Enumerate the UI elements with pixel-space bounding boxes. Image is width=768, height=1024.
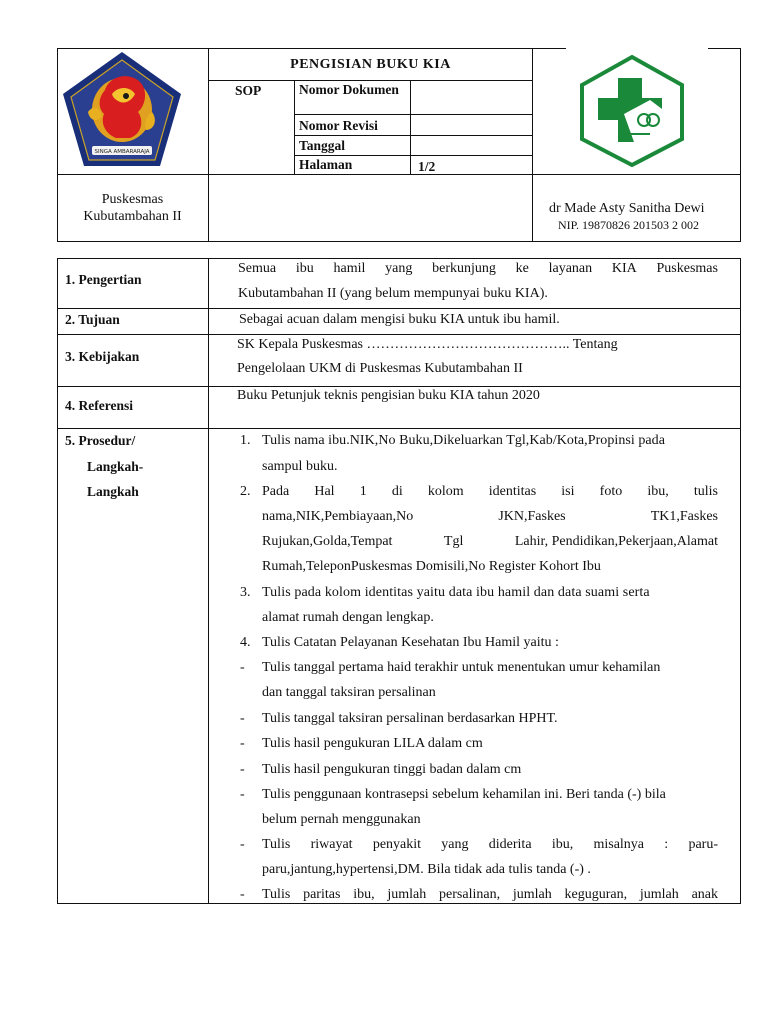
- item-4-marker: 4.: [240, 635, 251, 650]
- dash-item-5-line2: belum pernah menggunakan: [262, 812, 421, 827]
- nomor-dokumen-label: Nomor Dokumen: [299, 82, 399, 97]
- item-3-marker: 3.: [240, 585, 251, 600]
- kebijakan-line1: SK Kepala Puskesmas …………………………………….. Tentang: [237, 337, 618, 352]
- halaman-value: 1/2: [418, 159, 436, 174]
- kebijakan-line2: Pengelolaan UKM di Puskesmas Kubutambahan II: [237, 361, 523, 376]
- item-2-marker: 2.: [240, 484, 251, 499]
- item-2-line1: Pada Hal 1 di kolom identitas isi foto ibu, tulis: [262, 484, 718, 499]
- item-3-line2: alamat rumah dengan lengkap.: [262, 610, 434, 625]
- referensi-text: Buku Petunjuk teknis pengisian buku KIA tahun 2020: [237, 388, 540, 403]
- signer-name: dr Made Asty Sanitha Dewi: [549, 201, 705, 216]
- prosedur-label-line2: Langkah-: [87, 459, 144, 474]
- dash-item-3: Tulis hasil pengukuran LILA dalam cm: [262, 736, 483, 751]
- dash-marker: -: [240, 711, 245, 726]
- referensi-label: 4. Referensi: [65, 398, 133, 413]
- kebijakan-label: 3. Kebijakan: [65, 349, 140, 364]
- dash-item-6-line2: paru,jantung,hypertensi,DM. Bila tidak ada tulis tanda (-) .: [262, 862, 591, 877]
- nomor-revisi-label: Nomor Revisi: [299, 118, 378, 133]
- item-2-line3: Rujukan,Golda,Tempat Tgl Lahir, Pendidikan,Pekerjaan,Alamat: [262, 534, 718, 549]
- tujuan-label: 2. Tujuan: [65, 312, 120, 327]
- item-2-line4: Rumah,TeleponPuskesmas Domisili,No Register Kohort Ibu: [262, 559, 601, 574]
- dash-item-1-line2: dan tanggal taksiran persalinan: [262, 685, 436, 700]
- document-title: PENGISIAN BUKU KIA: [290, 57, 451, 72]
- tujuan-text: Sebagai acuan dalam mengisi buku KIA untuk ibu hamil.: [239, 312, 560, 327]
- pengertian-line1: Semua ibu hamil yang berkunjung ke layanan KIA Puskesmas: [238, 261, 718, 276]
- dash-marker: -: [240, 736, 245, 751]
- item-1-marker: 1.: [240, 433, 251, 448]
- org-name-line2: Kubutambahan II: [83, 209, 182, 224]
- dash-item-5-line1: Tulis penggunaan kontrasepsi sebelum kehamilan ini. Beri tanda (-) bila: [262, 787, 666, 802]
- dash-item-6-line1: Tulis riwayat penyakit yang diderita ibu, misalnya : paru-: [262, 837, 718, 852]
- dash-marker: -: [240, 887, 245, 902]
- signer-nip: NIP. 19870826 201503 2 002: [558, 218, 700, 232]
- dash-marker: -: [240, 762, 245, 777]
- pengertian-label: 1. Pengertian: [65, 272, 142, 287]
- prosedur-label-line3: Langkah: [87, 484, 139, 499]
- regency-emblem-logo: [60, 50, 184, 170]
- item-1-line1: Tulis nama ibu.NIK,No Buku,Dikeluarkan Tgl,Kab/Kota,Propinsi pada: [262, 433, 665, 448]
- tanggal-label: Tanggal: [299, 138, 346, 153]
- puskesmas-logo: [578, 54, 686, 168]
- dash-item-1-line1: Tulis tanggal pertama haid terakhir untuk menentukan umur kehamilan: [262, 660, 661, 675]
- pengertian-line2: Kubutambahan II (yang belum mempunyai buku KIA).: [238, 286, 548, 301]
- item-1-line2: sampul buku.: [262, 459, 338, 474]
- dash-item-2: Tulis tanggal taksiran persalinan berdasarkan HPHT.: [262, 711, 558, 726]
- dash-item-4: Tulis hasil pengukuran tinggi badan dalam cm: [262, 762, 522, 777]
- dash-item-7-line1: Tulis paritas ibu, jumlah persalinan, jumlah keguguran, jumlah anak: [262, 887, 718, 902]
- item-2-line2: nama,NIK,Pembiayaan,No JKN,Faskes TK1,Faskes: [262, 509, 718, 524]
- item-3-line1: Tulis pada kolom identitas yaitu data ibu hamil dan data suami serta: [262, 585, 650, 600]
- emblem-ribbon-text: SINGA AMBARARAJA: [94, 149, 150, 155]
- dash-marker: -: [240, 837, 245, 852]
- org-name-line1: Puskesmas: [101, 192, 164, 207]
- prosedur-label-line1: 5. Prosedur/: [65, 433, 136, 448]
- halaman-label: Halaman: [299, 157, 353, 172]
- dash-marker: -: [240, 787, 245, 802]
- dash-marker: -: [240, 660, 245, 675]
- item-4-line1: Tulis Catatan Pelayanan Kesehatan Ibu Hamil yaitu :: [262, 635, 559, 650]
- sop-label: SOP: [235, 83, 262, 98]
